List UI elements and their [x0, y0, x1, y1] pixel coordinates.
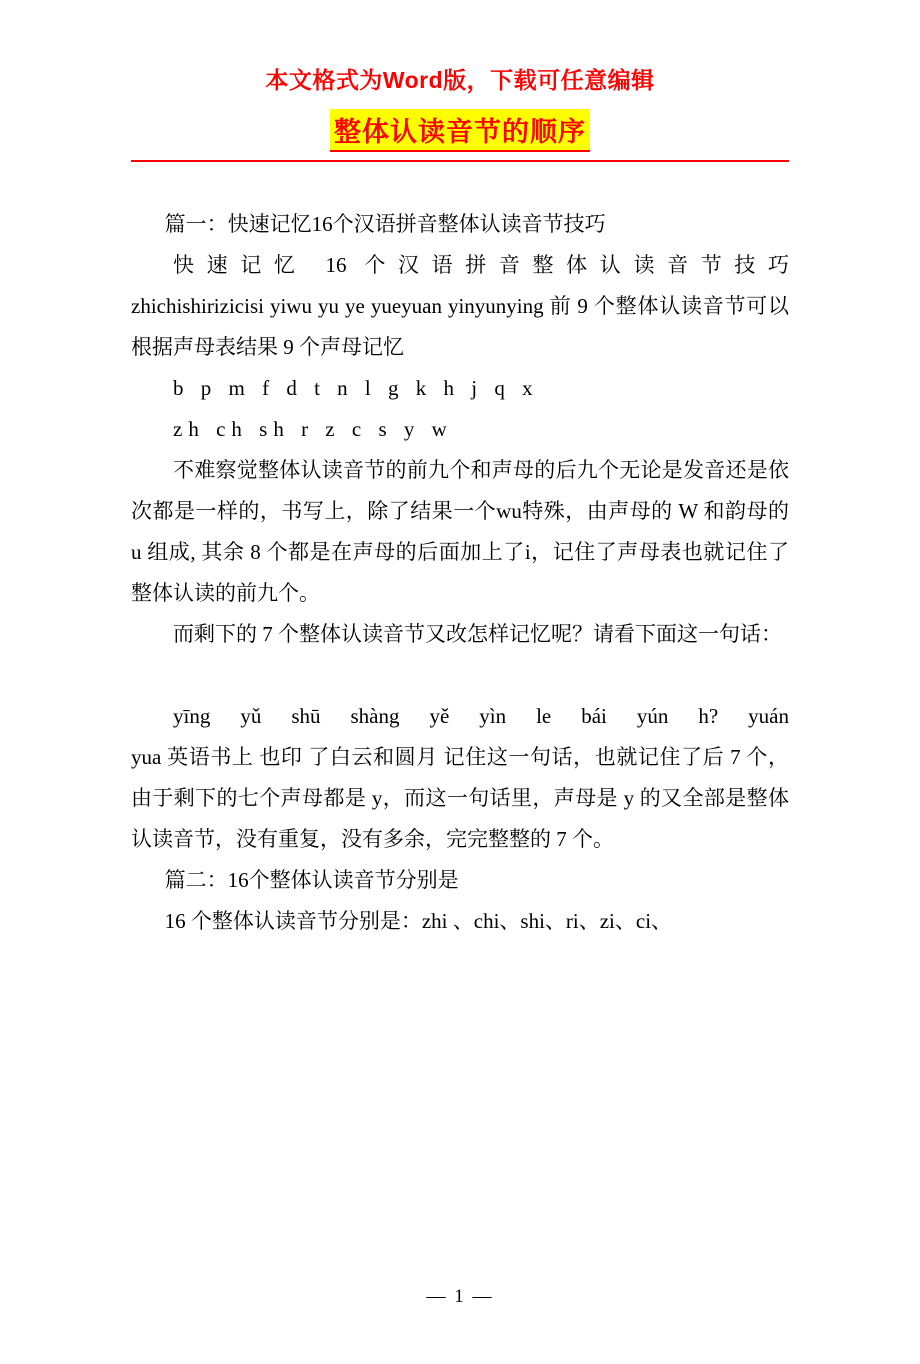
page-number: — 1 — — [426, 1286, 494, 1307]
paragraph-five-body: yua 英语书上 也印 了白云和圆月 记住这一句话，也就记住了后 7 个，由于剩下的七个声母都是 y，而这一句话里，声母是 y 的又全部是整体认读音节，没有重复，没有多余，完完整整的 7 个。 — [131, 745, 789, 851]
paragraph-three: 不难察觉整体认读音节的前九个和声母的后九个无论是发音还是依次都是一样的，书写上，除了结果一个wu特殊，由声母的 W 和韵母的 u 组成, 其余 8 个都是在声母的后面加上了i，记住了声母表也就记住了整体认读的前九个。 — [131, 458, 789, 605]
spacer-line — [131, 655, 789, 696]
paragraph-section-one-heading: 篇一：快速记忆16个汉语拼音整体认读音节技巧 — [164, 212, 606, 236]
word-version-banner: 本文格式为Word版，下载可任意编辑 — [265, 67, 655, 93]
page-title: 整体认读音节的顺序 — [330, 109, 590, 152]
paragraph-two-lead: 快速记忆 16 个汉语拼音整体认读音节技巧 — [173, 253, 789, 277]
page-title-wrap — [131, 109, 789, 152]
initials-line-two: zh ch sh r z c s y w — [173, 417, 453, 441]
paragraph-two-body: zhichishirizicisi yiwu yu ye yueyuan yinyunying 前 9 个整体认读音节可以根据声母表结果 9 个声母记忆 — [131, 294, 789, 359]
document-page — [0, 62, 920, 1364]
document-body — [131, 204, 789, 942]
paragraph-section-two-heading: 篇二：16个整体认读音节分别是 — [164, 868, 459, 892]
paragraph-seven: 16 个整体认读音节分别是：zhi 、chi、shi、ri、zi、ci、 — [164, 909, 673, 933]
paragraph-four: 而剩下的 7 个整体认读音节又改怎样记忆呢？请看下面这一句话： — [173, 622, 782, 646]
paragraph-five-pinyin: yīng yǔ shū shàng yě yìn le bái yún h? yuán — [173, 704, 789, 728]
title-divider — [131, 160, 789, 162]
initials-line-one: b p m f d t n l g k h j q x — [173, 376, 539, 400]
